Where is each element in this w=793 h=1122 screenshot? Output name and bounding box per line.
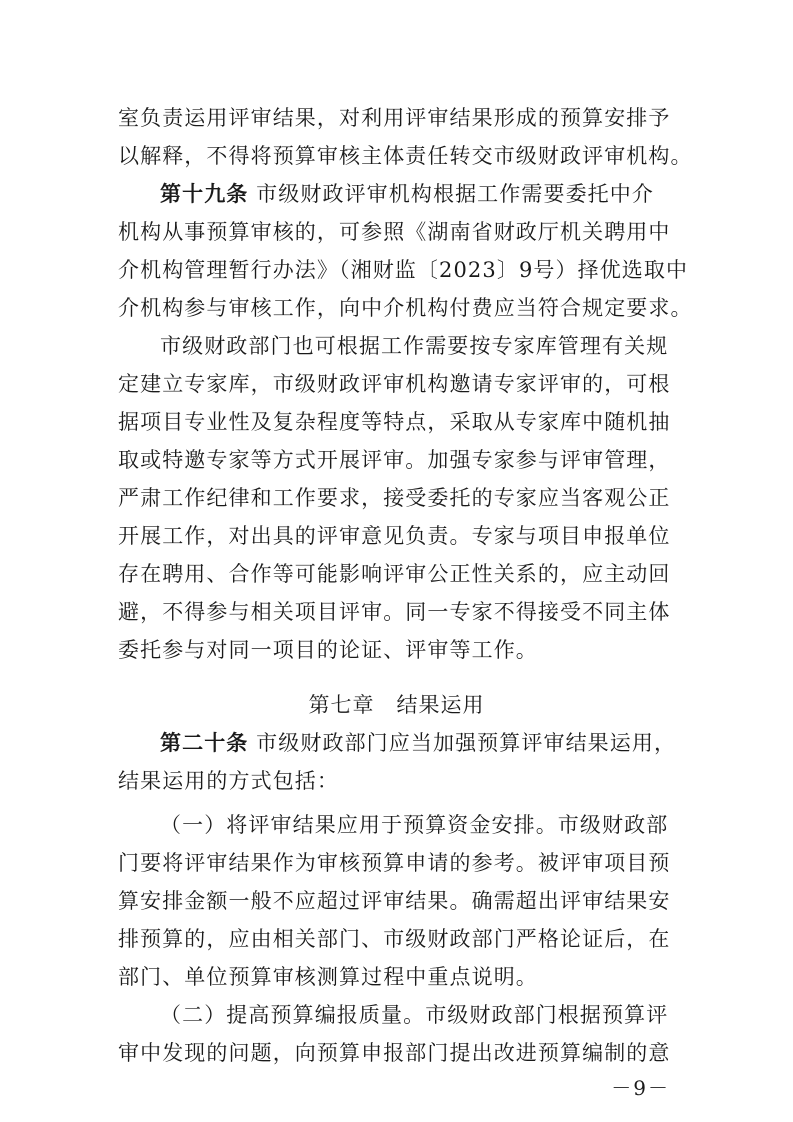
article-20-text: 市级财政部门应当加强预算评审结果运用， xyxy=(248,731,677,755)
paragraph-line: 介机构管理暂行办法》（湘财监〔2023〕9号）择优选取中 xyxy=(118,258,689,282)
paragraph-line: 介机构参与审核工作，向中介机构付费应当符合规定要求。 xyxy=(118,296,693,320)
paragraph-line: 算安排金额一般不应超过评审结果。确需超出评审结果安 xyxy=(118,889,671,913)
paragraph-line: 审中发现的问题，向预算申报部门提出改进预算编制的意 xyxy=(118,1041,671,1065)
item-1-line: （一）将评审结果应用于预算资金安排。市级财政部 xyxy=(160,813,669,837)
paragraph-line: 室负责运用评审结果，对利用评审结果形成的预算安排予 xyxy=(118,106,671,130)
paragraph-line: 排预算的，应由相关部门、市级财政部门严格论证后，在 xyxy=(118,927,671,951)
paragraph-line: 市级财政部门也可根据工作需要按专家库管理有关规 xyxy=(160,334,669,358)
chapter-heading xyxy=(0,690,793,720)
paragraph-line: 门要将评审结果作为审核预算申请的参考。被评审项目预 xyxy=(118,851,671,875)
item-2-line: （二）提高预算编报质量。市级财政部门根据预算评 xyxy=(160,1003,669,1027)
paragraph-line: 避，不得参与相关项目评审。同一专家不得接受不同主体 xyxy=(118,600,671,624)
paragraph-line: 存在聘用、合作等可能影响评审公正性关系的，应主动回 xyxy=(118,562,671,586)
paragraph-line: 结果运用的方式包括： xyxy=(118,769,339,793)
paragraph-line: 部门、单位预算审核测算过程中重点说明。 xyxy=(118,965,538,989)
article-19-line xyxy=(160,179,658,209)
chapter-number: 第七章 xyxy=(308,693,375,717)
article-19-label: 第十九条 xyxy=(160,181,249,206)
paragraph-line: 严肃工作纪律和工作要求，接受委托的专家应当客观公正 xyxy=(118,486,671,510)
paragraph-line: 取或特邀专家等方式开展评审。加强专家参与评审管理， xyxy=(118,448,671,472)
paragraph-line: 据项目专业性及复杂程度等特点，采取从专家库中随机抽 xyxy=(118,410,671,434)
paragraph-line: 定建立专家库，市级财政评审机构邀请专家评审的，可根 xyxy=(118,372,671,396)
page-number: －9－ xyxy=(611,1076,670,1100)
paragraph-line: 机构从事预算审核的，可参照《湖南省财政厅机关聘用中 xyxy=(118,220,671,244)
paragraph-line: 开展工作，对出具的评审意见负责。专家与项目申报单位 xyxy=(118,524,671,548)
paragraph-line: 以解释，不得将预算审核主体责任转交市级财政评审机构。 xyxy=(118,144,693,168)
article-20-label: 第二十条 xyxy=(160,730,249,755)
article-19-text: 市级财政评审机构根据工作需要委托中介 xyxy=(248,182,654,206)
article-20-line xyxy=(160,728,677,758)
chapter-title: 结果运用 xyxy=(396,693,485,717)
paragraph-line: 委托参与对同一项目的论证、评审等工作。 xyxy=(118,638,538,662)
